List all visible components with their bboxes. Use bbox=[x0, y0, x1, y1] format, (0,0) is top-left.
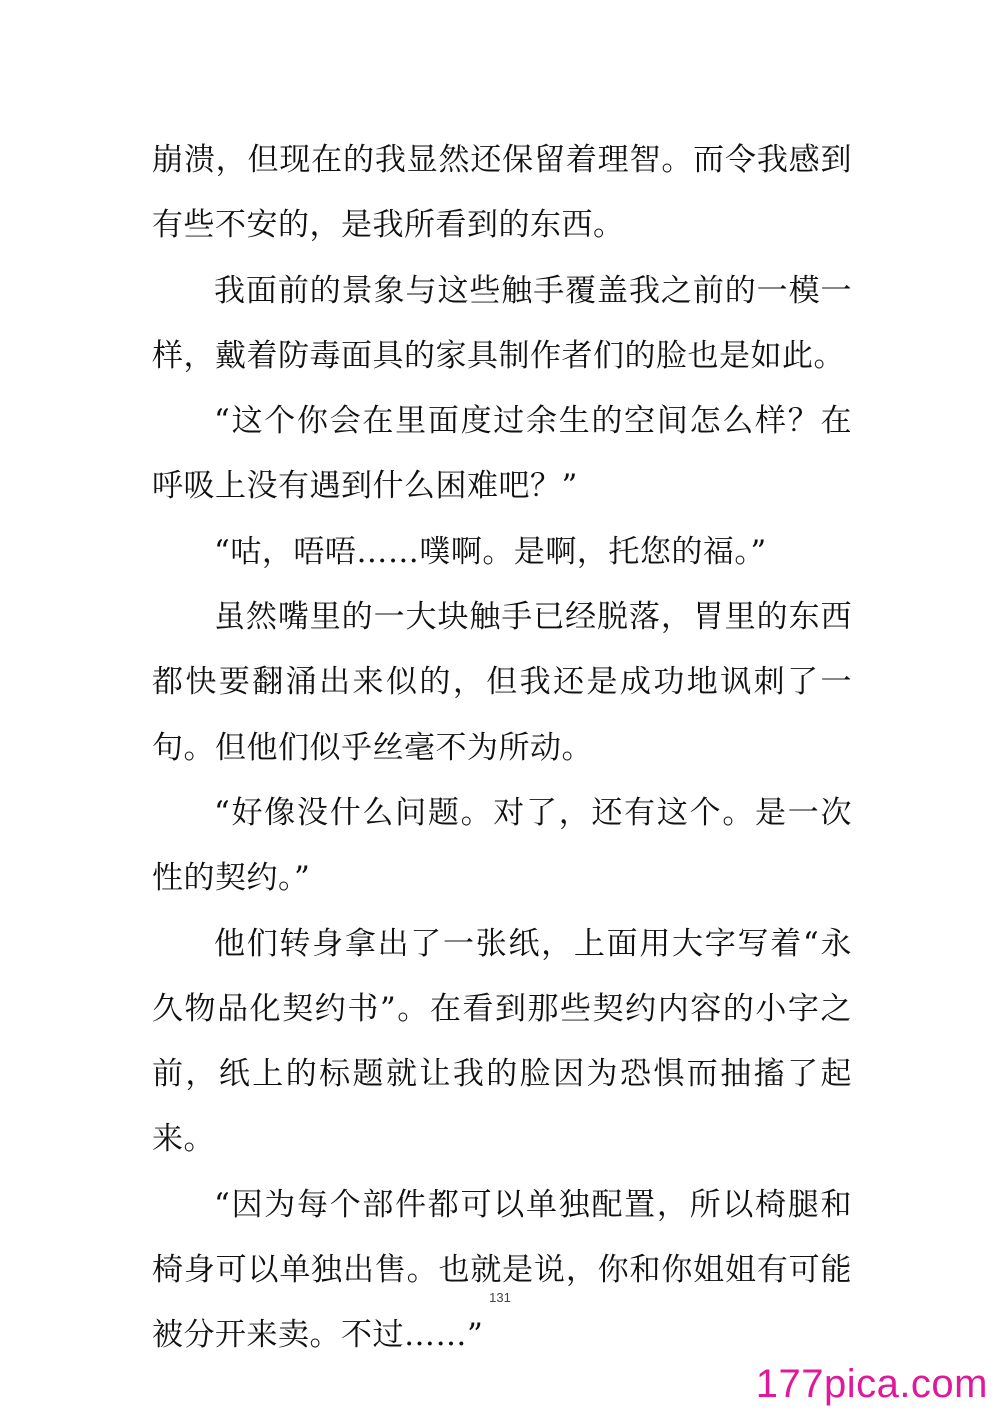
page-number: 131 bbox=[489, 1290, 511, 1305]
paragraph: 我面前的景象与这些触手覆盖我之前的一模一样，戴着防毒面具的家具制作者们的脸也是如此。 bbox=[152, 272, 852, 374]
paragraph: “咕，唔唔……噗啊。是啊，托您的福。” bbox=[214, 533, 767, 570]
watermark: 177pica.com bbox=[755, 1362, 988, 1406]
paragraph: “因为每个部件都可以单独配置，所以椅腿和椅身可以单独出售。也就是说，你和你姐姐有可能被分开来卖。不过……” bbox=[152, 1186, 852, 1354]
paragraph: 崩溃，但现在的我显然还保留着理智。而令我感到有些不安的，是我所看到的东西。 bbox=[152, 142, 852, 244]
paragraph: “这个你会在里面度过余生的空间怎么样？在呼吸上没有遇到什么困难吧？” bbox=[152, 403, 852, 505]
paragraph: 虽然嘴里的一大块触手已经脱落，胃里的东西都快要翻涌出来似的，但我还是成功地讽刺了一句。但他们似乎丝毫不为所动。 bbox=[152, 599, 852, 766]
paragraph: “好像没什么问题。对了，还有这个。是一次性的契约。” bbox=[152, 794, 852, 897]
paragraph: 他们转身拿出了一张纸，上面用大字写着“永久物品化契约书”。在看到那些契约内容的小字之前，纸上的标题就让我的脸因为恐惧而抽搐了起来。 bbox=[152, 925, 852, 1158]
body-text bbox=[152, 128, 852, 1369]
